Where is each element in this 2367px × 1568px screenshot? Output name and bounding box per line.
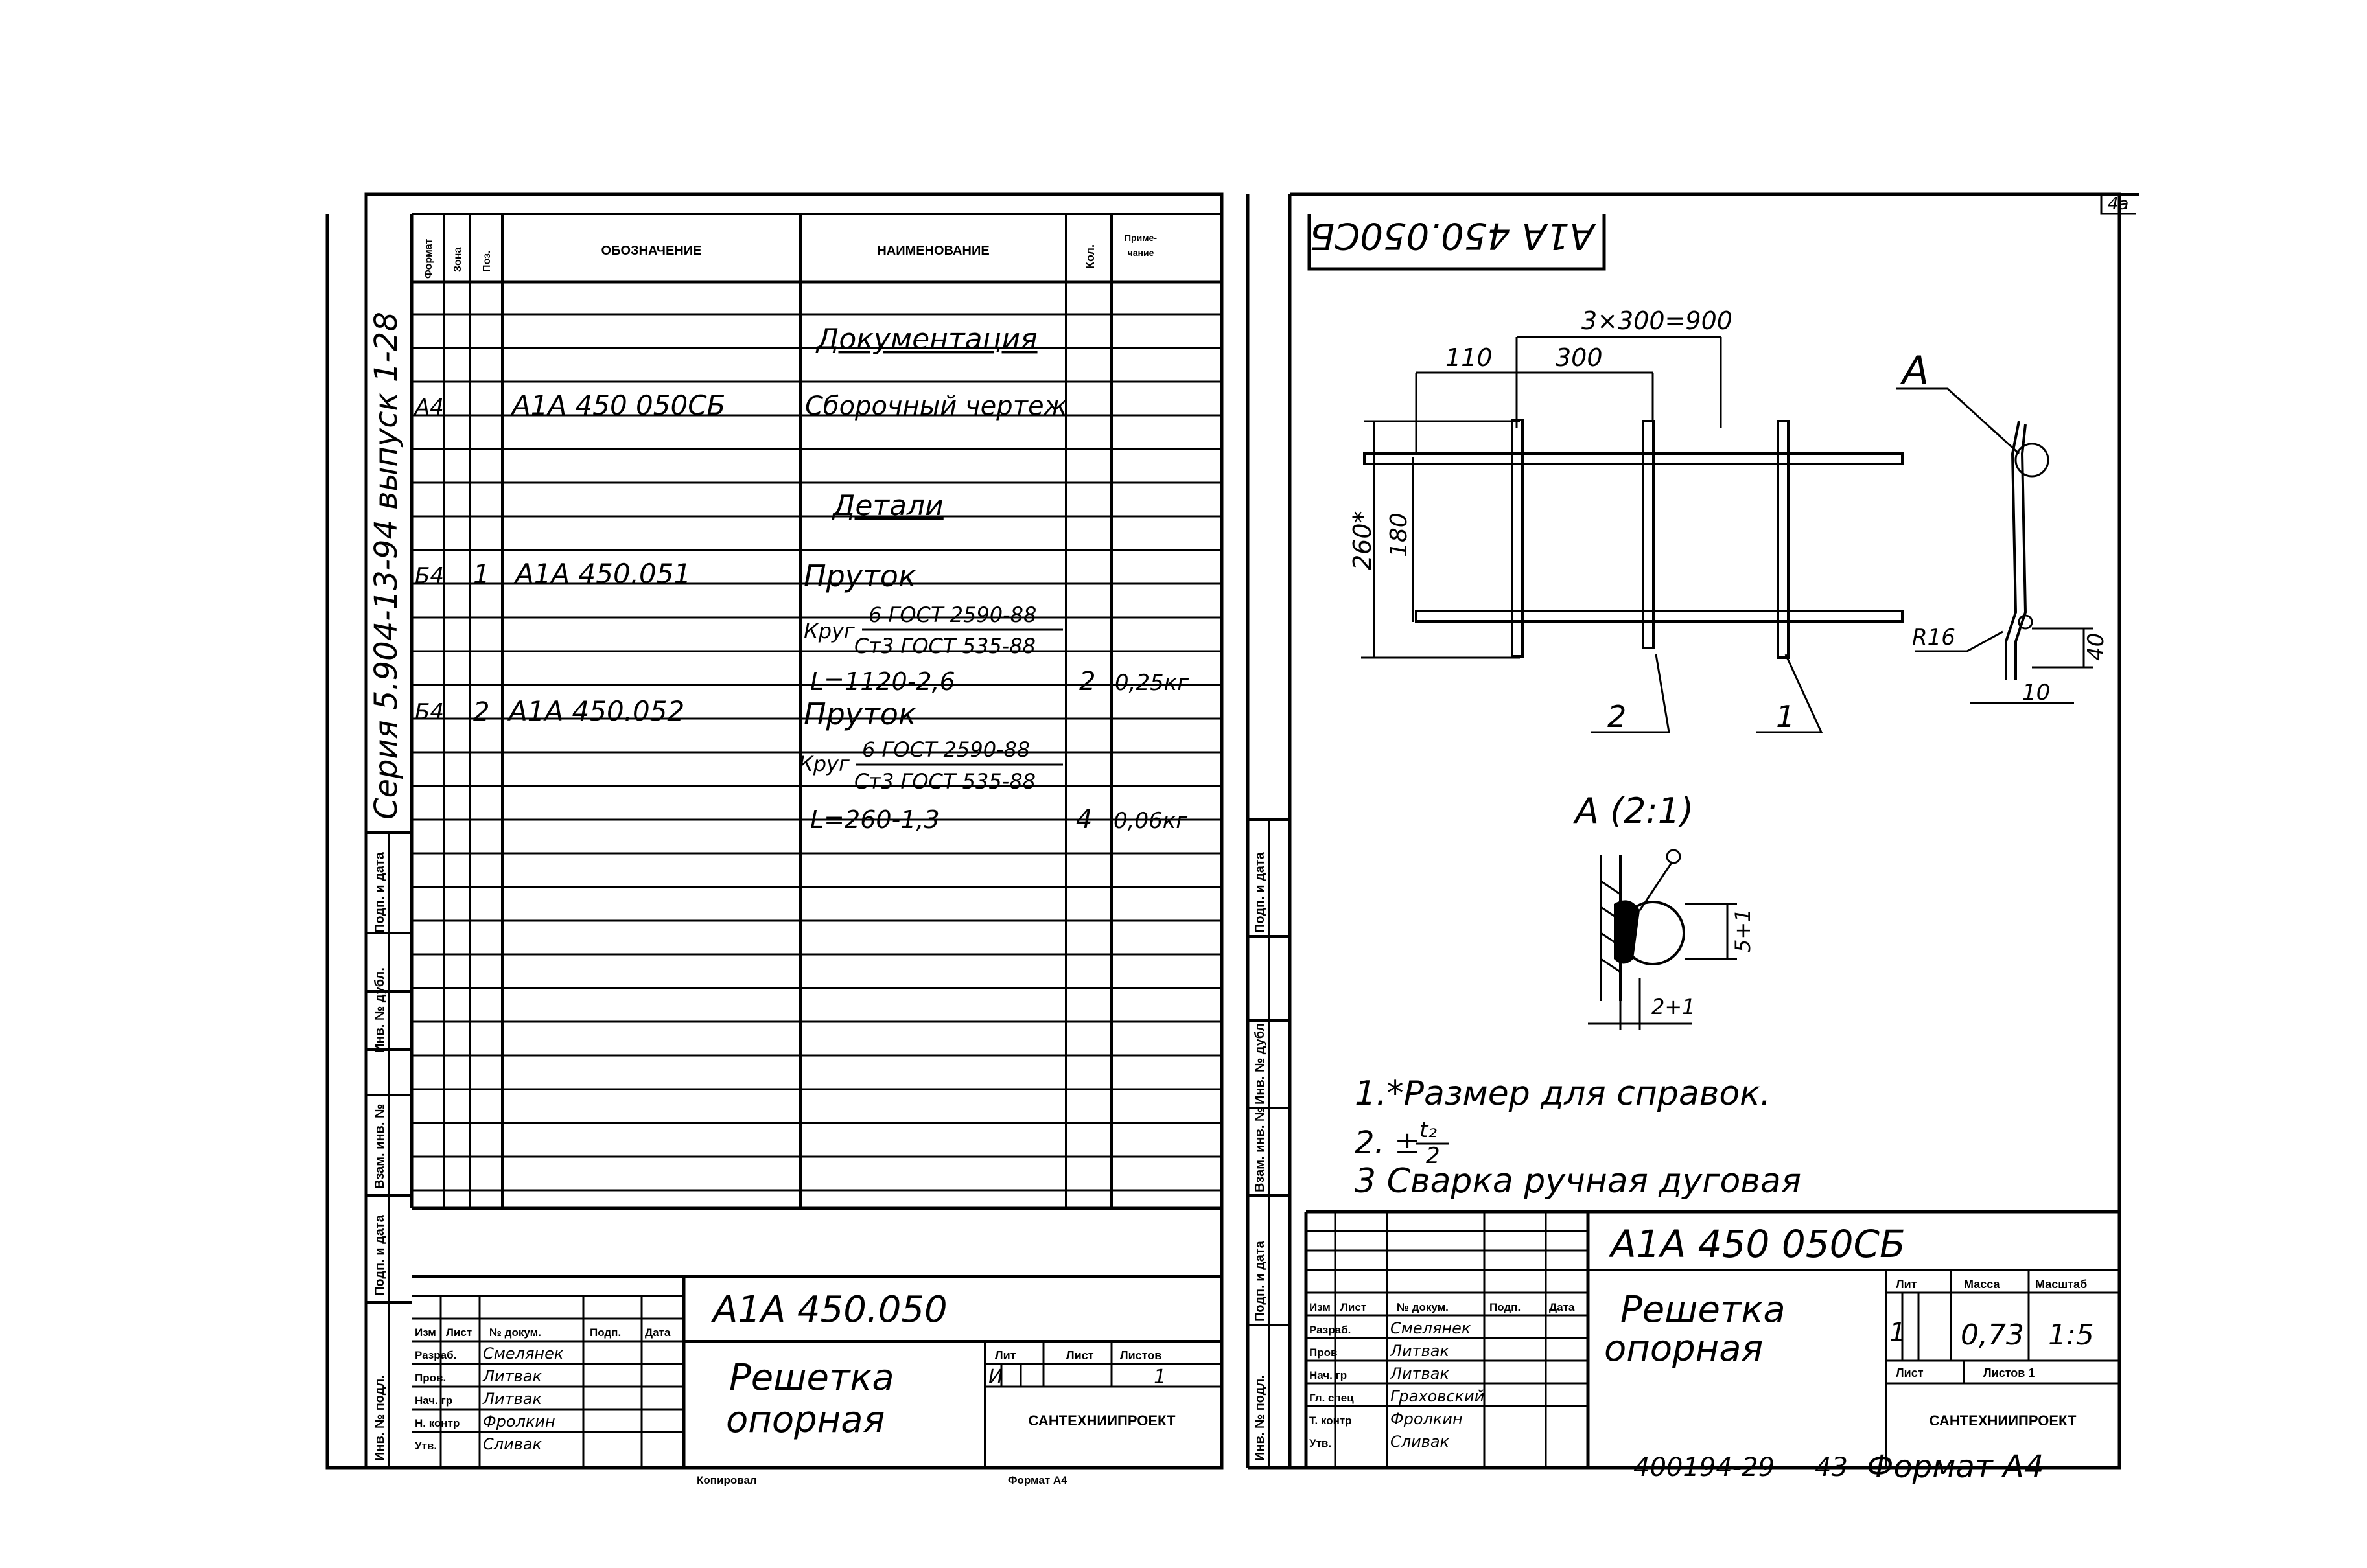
- left-side-label-2: Инв. № дубл.: [373, 967, 387, 1053]
- right-tb-lit-value: 1: [1889, 1318, 1906, 1348]
- right-tb-h-date: Дата: [1549, 1301, 1575, 1313]
- left-tb-name: Литвак: [483, 1390, 542, 1408]
- detail-title: А (2:1): [1575, 790, 1694, 831]
- right-tb-sheets-label: Листов 1: [1983, 1366, 2035, 1379]
- left-side-label-3: Взам. инв. №: [373, 1103, 387, 1189]
- part2-pos: 2: [473, 697, 490, 727]
- right-tb-name: Сливак: [1390, 1433, 1450, 1451]
- right-tb-role: Утв.: [1309, 1437, 1332, 1449]
- dim-height: 260*: [1348, 511, 1377, 570]
- part1-designation: А1А 450.051: [515, 558, 692, 590]
- left-tb-h-sign: Подп.: [590, 1326, 622, 1339]
- bar-top: [1364, 454, 1902, 464]
- part1-format: Б4: [415, 563, 444, 589]
- part2-mass: 0,06кг: [1114, 808, 1188, 834]
- bar-bottom: [1416, 611, 1902, 621]
- left-tb-sheet-label: Лист: [1066, 1349, 1094, 1362]
- left-tb-h-doc: № докум.: [489, 1326, 541, 1339]
- dim-total: 3×300=900: [1581, 306, 1732, 335]
- dim-bend-w: 10: [2022, 680, 2051, 706]
- left-sheet: [327, 194, 1222, 1486]
- header-note-2: чание: [1127, 248, 1154, 258]
- view-a-label: А: [1902, 348, 1930, 393]
- left-side-label-5: Инв. № подл.: [373, 1375, 387, 1461]
- part1-spec-b: 6 ГОСТ 2590-88: [869, 603, 1037, 627]
- part1-pos: 1: [473, 560, 490, 590]
- right-tb-role: Пров: [1309, 1346, 1338, 1359]
- doc-format: А4: [415, 395, 444, 421]
- left-tb-sheets-value: 1: [1154, 1366, 1167, 1389]
- detail-a: [1573, 790, 1755, 1030]
- left-tb-title-1: Решетка: [729, 1357, 894, 1399]
- right-tb-org: САНТЕХНИИПРОЕКТ: [1929, 1412, 2077, 1429]
- part2-name: Пруток: [804, 697, 916, 732]
- part2-format: Б4: [415, 699, 444, 725]
- dim-pitch: 300: [1556, 343, 1603, 372]
- part2-qty: 4: [1076, 805, 1093, 835]
- part1-name: Пруток: [804, 559, 916, 594]
- part2-spec-a: Круг: [799, 752, 850, 776]
- left-tb-h-sheet: Лист: [446, 1326, 472, 1339]
- left-tb-lit-value: И: [988, 1366, 1003, 1389]
- side-view: [1896, 348, 2109, 706]
- part2-spec-b: 6 ГОСТ 2590-88: [862, 737, 1031, 762]
- right-side-label-1: Подп. и дата: [1253, 852, 1267, 933]
- notes: [1355, 1074, 1801, 1201]
- part2-designation: А1А 450.052: [509, 695, 685, 727]
- right-tb-h-sheet: Лист: [1340, 1301, 1367, 1313]
- doc-name: Сборочный чертеж: [805, 391, 1067, 421]
- dim-inner: 180: [1386, 513, 1412, 557]
- right-tb-name: Литвак: [1390, 1342, 1449, 1360]
- note-1: 1.*Размер для справок.: [1355, 1074, 1771, 1113]
- note-2-num: t₂: [1419, 1117, 1437, 1143]
- right-tb-role: Гл. спец: [1309, 1392, 1354, 1404]
- right-tb-sheet-label: Лист: [1896, 1366, 1924, 1379]
- doc-designation: А1А 450 050СБ: [512, 389, 726, 421]
- right-footer-code: 400194-29: [1633, 1453, 1775, 1482]
- left-tb-title-2: опорная: [726, 1399, 885, 1441]
- right-side-label-5: Инв. № подл.: [1253, 1375, 1267, 1461]
- header-zone: Зона: [452, 247, 463, 272]
- sheet-number: 4а: [2108, 194, 2129, 214]
- header-format: Формат: [423, 238, 434, 279]
- left-side-columns: [366, 833, 412, 1468]
- dim-detail-w: 2+1: [1651, 995, 1696, 1019]
- right-tb-h-change: Изм: [1309, 1301, 1331, 1313]
- right-title-block: [1306, 1212, 2119, 1468]
- left-tb-name: Фролкин: [483, 1412, 555, 1431]
- note-2-den: 2: [1426, 1143, 1440, 1169]
- section-parts: Детали: [833, 489, 944, 522]
- dim-radius: R16: [1912, 625, 1955, 651]
- header-name: НАИМЕНОВАНИЕ: [877, 244, 990, 258]
- left-tb-role: Разраб.: [415, 1349, 457, 1361]
- left-tb-h-change: Изм: [415, 1326, 436, 1339]
- left-tb-name: Сливак: [483, 1435, 542, 1453]
- right-tb-name: Граховский: [1390, 1387, 1485, 1405]
- right-tb-lit-label: Лит: [1896, 1278, 1917, 1291]
- left-tb-sheets-label: Листов: [1120, 1349, 1162, 1362]
- part1-length: L=1120-2,6: [810, 667, 955, 696]
- corner-code: А1А 450.050СБ: [1309, 214, 1594, 257]
- left-tb-lit-label: Лит: [995, 1349, 1016, 1362]
- left-footer-copied: Копировал: [697, 1474, 757, 1486]
- dim-left-offset: 110: [1445, 343, 1493, 372]
- right-sheet: [1248, 194, 2139, 1485]
- right-tb-role: Разраб.: [1309, 1324, 1351, 1336]
- header-qty: Кол.: [1084, 244, 1097, 269]
- right-tb-scale-value: 1:5: [2048, 1319, 2094, 1352]
- part1-spec-c: Ст3 ГОСТ 535-88: [854, 634, 1036, 658]
- weld-fill: [1614, 900, 1640, 963]
- right-side-label-4: Подп. и дата: [1253, 1241, 1267, 1322]
- header-pos: Поз.: [482, 250, 493, 272]
- left-tb-name: Литвак: [483, 1367, 542, 1385]
- rod-2: [1643, 421, 1653, 648]
- left-tb-role: Утв.: [415, 1440, 437, 1452]
- left-tb-h-date: Дата: [645, 1326, 671, 1339]
- right-side-label-2: Инв. № дубл.: [1253, 1019, 1267, 1105]
- right-tb-name: Фролкин: [1390, 1410, 1463, 1428]
- right-tb-role: Т. контр: [1309, 1414, 1352, 1427]
- left-tb-role: Пров.: [415, 1372, 447, 1384]
- right-side-columns: [1248, 820, 1290, 1468]
- section-documentation: Документация: [817, 323, 1038, 356]
- part1-mass: 0,25кг: [1115, 670, 1189, 696]
- header-designation: ОБОЗНАЧЕНИЕ: [601, 244, 702, 258]
- right-tb-h-doc: № докум.: [1397, 1301, 1449, 1313]
- left-footer-format: Формат А4: [1008, 1474, 1067, 1486]
- grid-drawing: [1348, 306, 1902, 734]
- left-title-block: [412, 1276, 1222, 1468]
- series-stamp: Серия 5.904-13-94 выпуск 1-28: [368, 312, 404, 820]
- left-tb-name: Смелянек: [483, 1344, 564, 1363]
- part1-spec-a: Круг: [804, 619, 855, 643]
- left-tb-role: Н. контр: [415, 1417, 460, 1429]
- right-tb-role: Нач. гр: [1309, 1369, 1347, 1381]
- right-tb-mass-value: 0,73: [1961, 1319, 2024, 1352]
- right-tb-name: Смелянек: [1390, 1319, 1471, 1337]
- left-side-label-1: Подп. и дата: [373, 852, 387, 933]
- right-tb-mass-label: Масса: [1964, 1278, 2000, 1291]
- right-tb-name: Литвак: [1390, 1365, 1449, 1383]
- right-tb-scale-label: Масштаб: [2035, 1278, 2088, 1291]
- right-tb-h-sign: Подп.: [1489, 1301, 1521, 1313]
- right-tb-title-2: опорная: [1604, 1328, 1764, 1370]
- note-2: 2. ±: [1355, 1125, 1421, 1161]
- pos-2-callout: 2: [1607, 699, 1627, 734]
- right-footer-format: Формат А4: [1867, 1449, 2044, 1485]
- note-3: 3 Сварка ручная дуговая: [1355, 1162, 1802, 1201]
- pos-1-callout: 1: [1776, 699, 1795, 734]
- dim-detail-h: 5+1: [1731, 908, 1755, 952]
- left-tb-role: Нач. гр: [415, 1394, 453, 1407]
- part2-length: L=260-1,3: [810, 805, 940, 834]
- right-tb-code: А1А 450 050СБ: [1611, 1222, 1906, 1266]
- left-tb-org: САНТЕХНИИПРОЕКТ: [1028, 1412, 1176, 1429]
- left-side-label-4: Подп. и дата: [373, 1215, 387, 1296]
- dim-bend-h: 40: [2083, 632, 2109, 661]
- left-tb-roles: [415, 1344, 564, 1453]
- part1-qty: 2: [1079, 667, 1096, 697]
- part2-spec-c: Ст3 ГОСТ 535-88: [854, 769, 1036, 794]
- left-tb-code: А1А 450.050: [713, 1289, 948, 1331]
- right-side-label-3: Взам. инв. №: [1253, 1107, 1267, 1192]
- header-note-1: Приме-: [1124, 233, 1158, 243]
- right-tb-title-1: Решетка: [1620, 1289, 1786, 1331]
- right-footer-page: 43: [1815, 1453, 1848, 1482]
